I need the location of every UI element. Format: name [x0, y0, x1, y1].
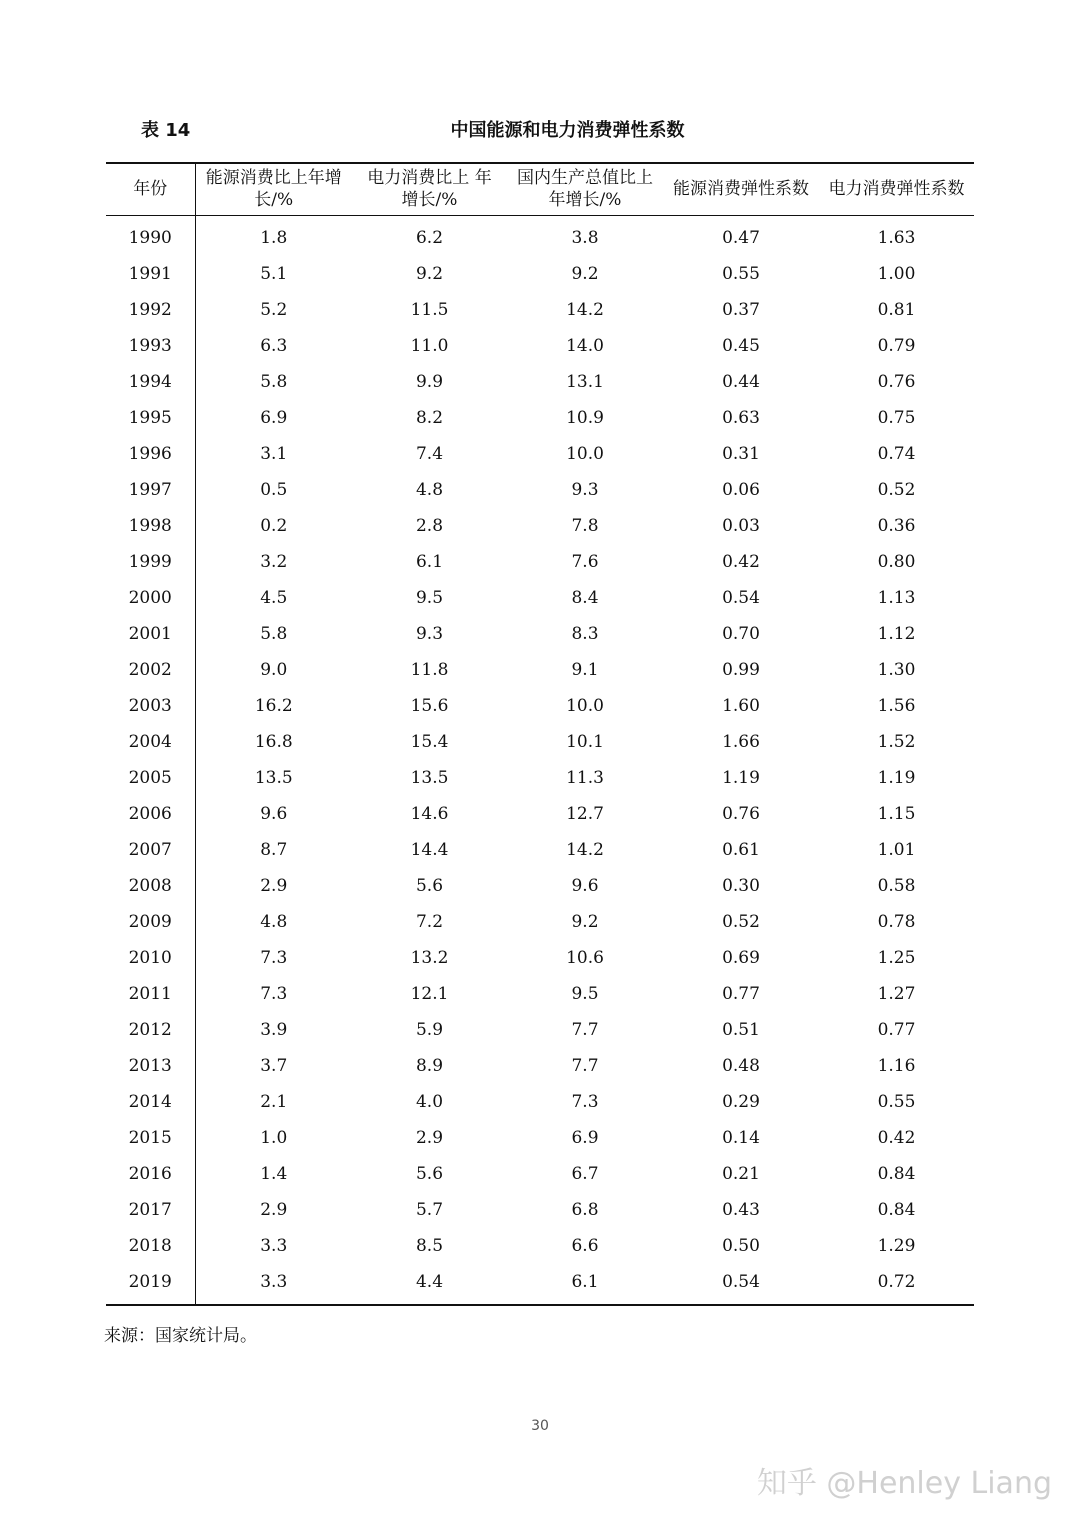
- table-cell: 1.01: [877, 839, 916, 860]
- table-row: [106, 328, 974, 364]
- table-cell: 0.61: [722, 839, 760, 860]
- table-cell: 9.3: [571, 479, 599, 500]
- table-cell: 7.3: [571, 1091, 599, 1112]
- table-cell: 13.5: [410, 767, 449, 788]
- year-cell: 2000: [106, 580, 195, 616]
- table-cell: 0.42: [722, 551, 760, 572]
- year-cell: 2006: [106, 796, 195, 832]
- table-cell: 3.1: [260, 443, 288, 464]
- table-cell: 0.54: [722, 1271, 760, 1292]
- table-cell: 1.66: [722, 731, 760, 752]
- table-row: [106, 868, 974, 904]
- table-cell: 4.8: [415, 479, 444, 500]
- table-row: [106, 1048, 974, 1084]
- table-cell: 0.79: [877, 335, 916, 356]
- table-cell: 14.2: [566, 299, 604, 320]
- table-cell: 0.37: [722, 299, 760, 320]
- table-cell: 0.51: [722, 1019, 760, 1040]
- year-cell: 2005: [106, 760, 195, 796]
- table-cell: 10.0: [566, 695, 604, 716]
- table-cell: 10.0: [566, 443, 604, 464]
- table-row: [106, 1120, 974, 1156]
- year-cell: 2008: [106, 868, 195, 904]
- table-cell: 1.63: [877, 227, 916, 248]
- table-cell: 6.9: [571, 1127, 599, 1148]
- table-row: [106, 544, 974, 580]
- table-cell: 0.52: [722, 911, 760, 932]
- data-table: [106, 162, 974, 1306]
- table-row: [106, 1156, 974, 1192]
- table-cell: 1.19: [877, 767, 916, 788]
- year-cell: 1992: [106, 292, 195, 328]
- table-row: [106, 940, 974, 976]
- table-cell: 8.2: [415, 407, 444, 428]
- table-row: [106, 796, 974, 832]
- table-cell: 0.48: [722, 1055, 760, 1076]
- table-row: [106, 292, 974, 328]
- year-cell: 2015: [106, 1120, 195, 1156]
- table-cell: 0.77: [877, 1019, 916, 1040]
- table-cell: 0.84: [877, 1163, 916, 1184]
- table-cell: 1.29: [877, 1235, 916, 1256]
- table-cell: 0.44: [722, 371, 760, 392]
- table-cell: 3.3: [260, 1235, 288, 1256]
- table-cell: 7.7: [571, 1019, 599, 1040]
- table-cell: 5.8: [260, 371, 288, 392]
- column-header: [106, 163, 195, 215]
- table-cell: 2.9: [260, 875, 288, 896]
- column-header-line: 国内生产总值比上: [517, 168, 653, 189]
- table-cell: 6.3: [260, 335, 288, 356]
- table-cell: 16.8: [254, 731, 293, 752]
- table-row: [106, 832, 974, 868]
- table-cell: 0.42: [877, 1127, 916, 1148]
- table-cell: 9.2: [571, 263, 599, 284]
- table-cell: 0.78: [877, 911, 916, 932]
- table-cell: 6.8: [571, 1199, 599, 1220]
- table-cell: 0.5: [260, 479, 288, 500]
- year-cell: 1996: [106, 436, 195, 472]
- page-number: 30: [531, 1418, 549, 1434]
- table-cell: 0.52: [877, 479, 916, 500]
- table-cell: 0.77: [722, 983, 760, 1004]
- table-row: [106, 215, 974, 256]
- table-cell: 0.06: [722, 479, 760, 500]
- table-cell: 1.4: [260, 1163, 288, 1184]
- table-cell: 1.13: [877, 587, 916, 608]
- table-cell: 3.9: [260, 1019, 288, 1040]
- table-cell: 9.1: [571, 659, 599, 680]
- table-cell: 0.14: [722, 1127, 760, 1148]
- table-cell: 8.5: [415, 1235, 444, 1256]
- column-header-line: 长/%: [254, 190, 294, 211]
- table-cell: 9.6: [260, 803, 288, 824]
- table-cell: 0.76: [722, 803, 760, 824]
- table-cell: 0.81: [877, 299, 916, 320]
- table-cell: 10.6: [566, 947, 604, 968]
- table-cell: 0.54: [722, 587, 760, 608]
- year-cell: 1994: [106, 364, 195, 400]
- table-row: [106, 724, 974, 760]
- column-header-line: 增长/%: [401, 190, 458, 211]
- table-cell: 0.36: [877, 515, 916, 536]
- table-cell: 7.4: [415, 443, 444, 464]
- table-cell: 2.9: [415, 1127, 444, 1148]
- table-cell: 1.27: [877, 983, 916, 1004]
- table-cell: 14.2: [566, 839, 604, 860]
- table-cell: 16.2: [254, 695, 293, 716]
- table-cell: 9.9: [415, 371, 444, 392]
- table-cell: 8.9: [415, 1055, 444, 1076]
- table-cell: 8.7: [260, 839, 288, 860]
- table-cell: 0.2: [260, 515, 288, 536]
- table-cell: 6.7: [571, 1163, 599, 1184]
- column-header: [195, 163, 352, 215]
- table-cell: 0.47: [722, 227, 760, 248]
- table-cell: 4.8: [260, 911, 288, 932]
- table-title: 中国能源和电力消费弹性系数: [450, 120, 685, 141]
- table-cell: 9.2: [415, 263, 444, 284]
- table-row: [106, 688, 974, 724]
- table-cell: 11.5: [410, 299, 449, 320]
- table-cell: 0.30: [722, 875, 760, 896]
- column-header-line: 电力消费比上 年: [367, 168, 492, 189]
- table-cell: 5.7: [415, 1199, 444, 1220]
- table-cell: 11.0: [410, 335, 449, 356]
- table-cell: 12.7: [566, 803, 604, 824]
- table-row: [106, 580, 974, 616]
- table-cell: 7.2: [415, 911, 444, 932]
- table-cell: 0.55: [877, 1091, 916, 1112]
- year-cell: 1991: [106, 256, 195, 292]
- table-cell: 3.8: [571, 227, 599, 248]
- table-cell: 0.80: [877, 551, 916, 572]
- table-row: [106, 364, 974, 400]
- watermark: 知乎 @Henley Liang: [756, 1466, 1052, 1501]
- table-cell: 14.0: [566, 335, 604, 356]
- year-cell: 2011: [106, 976, 195, 1012]
- table-row: [106, 472, 974, 508]
- table-cell: 3.2: [260, 551, 288, 572]
- table-header: [106, 163, 974, 215]
- column-header: [507, 163, 663, 215]
- table-cell: 1.30: [877, 659, 916, 680]
- column-header-line: 年份: [133, 179, 168, 200]
- table-row: [106, 1012, 974, 1048]
- table-cell: 0.29: [722, 1091, 760, 1112]
- column-header-line: 能源消费比上年增: [205, 168, 342, 189]
- table-label: 表 14: [141, 120, 191, 141]
- table-cell: 1.12: [877, 623, 916, 644]
- table-cell: 0.55: [722, 263, 760, 284]
- table-row: [106, 256, 974, 292]
- table-cell: 0.63: [722, 407, 760, 428]
- year-cell: 2010: [106, 940, 195, 976]
- table-cell: 0.50: [722, 1235, 760, 1256]
- year-cell: 2018: [106, 1228, 195, 1264]
- table-cell: 8.3: [571, 623, 599, 644]
- table-cell: 13.5: [254, 767, 293, 788]
- table-cell: 14.4: [410, 839, 449, 860]
- column-header-line: 电力消费弹性系数: [828, 179, 965, 200]
- table-cell: 15.4: [410, 731, 449, 752]
- table-cell: 7.7: [571, 1055, 599, 1076]
- table-cell: 6.1: [571, 1271, 599, 1292]
- table-body: [106, 215, 974, 1305]
- table-cell: 2.1: [260, 1091, 288, 1112]
- table-cell: 5.9: [415, 1019, 444, 1040]
- table-cell: 8.4: [571, 587, 599, 608]
- table-cell: 0.74: [877, 443, 916, 464]
- table-cell: 6.6: [571, 1235, 599, 1256]
- table-cell: 0.70: [722, 623, 760, 644]
- table-cell: 1.60: [722, 695, 760, 716]
- year-cell: 2016: [106, 1156, 195, 1192]
- table-cell: 9.2: [571, 911, 599, 932]
- table-cell: 10.9: [566, 407, 604, 428]
- year-cell: 2012: [106, 1012, 195, 1048]
- table-cell: 0.76: [877, 371, 916, 392]
- source-note: 来源：国家统计局。: [104, 1326, 257, 1346]
- year-cell: 2001: [106, 616, 195, 652]
- table-row: [106, 760, 974, 796]
- table-row: [106, 1228, 974, 1264]
- year-cell: 1990: [106, 215, 195, 256]
- table-cell: 9.5: [415, 587, 444, 608]
- year-cell: 2013: [106, 1048, 195, 1084]
- table-cell: 1.0: [260, 1127, 288, 1148]
- table-cell: 9.3: [415, 623, 444, 644]
- table-cell: 14.6: [410, 803, 449, 824]
- table-cell: 9.0: [260, 659, 288, 680]
- table-cell: 13.1: [566, 371, 604, 392]
- table-row: [106, 976, 974, 1012]
- year-cell: 2019: [106, 1264, 195, 1305]
- year-cell: 1999: [106, 544, 195, 580]
- table-cell: 4.0: [415, 1091, 444, 1112]
- table-cell: 5.1: [260, 263, 288, 284]
- year-cell: 2009: [106, 904, 195, 940]
- table-cell: 10.1: [566, 731, 604, 752]
- table-cell: 0.75: [877, 407, 916, 428]
- table-cell: 0.99: [722, 659, 760, 680]
- table-cell: 0.58: [877, 875, 916, 896]
- table-cell: 6.1: [415, 551, 444, 572]
- table-row: [106, 508, 974, 544]
- table-cell: 7.3: [260, 983, 288, 1004]
- table-cell: 0.72: [877, 1271, 916, 1292]
- table-row: [106, 904, 974, 940]
- table-cell: 7.6: [571, 551, 599, 572]
- table-cell: 5.2: [260, 299, 288, 320]
- year-cell: 1995: [106, 400, 195, 436]
- table-cell: 4.4: [415, 1271, 444, 1292]
- table-cell: 3.7: [260, 1055, 288, 1076]
- table-cell: 2.8: [415, 515, 444, 536]
- column-header: [352, 163, 507, 215]
- year-cell: 2003: [106, 688, 195, 724]
- year-cell: 1998: [106, 508, 195, 544]
- year-cell: 2017: [106, 1192, 195, 1228]
- table-cell: 7.3: [260, 947, 288, 968]
- table-cell: 1.52: [877, 731, 916, 752]
- table-cell: 5.8: [260, 623, 288, 644]
- table-cell: 0.69: [722, 947, 760, 968]
- table-cell: 0.43: [722, 1199, 760, 1220]
- table-cell: 1.56: [877, 695, 916, 716]
- table-cell: 1.19: [722, 767, 760, 788]
- table-cell: 6.2: [415, 227, 444, 248]
- column-header: [663, 163, 819, 215]
- table-cell: 9.6: [571, 875, 599, 896]
- table-row: [106, 400, 974, 436]
- year-cell: 2007: [106, 832, 195, 868]
- table-cell: 0.45: [722, 335, 760, 356]
- column-header: [819, 163, 974, 215]
- table-cell: 5.6: [415, 875, 444, 896]
- table-row: [106, 616, 974, 652]
- table-cell: 9.5: [571, 983, 599, 1004]
- table-cell: 0.03: [722, 515, 760, 536]
- table-cell: 15.6: [410, 695, 449, 716]
- table-cell: 1.00: [877, 263, 916, 284]
- table-cell: 7.8: [571, 515, 599, 536]
- column-header-line: 能源消费弹性系数: [673, 179, 809, 200]
- year-cell: 2014: [106, 1084, 195, 1120]
- table-cell: 13.2: [410, 947, 449, 968]
- table-cell: 0.31: [722, 443, 760, 464]
- table-cell: 1.16: [877, 1055, 916, 1076]
- year-cell: 1993: [106, 328, 195, 364]
- table-cell: 1.25: [877, 947, 916, 968]
- table-row: [106, 436, 974, 472]
- year-cell: 1997: [106, 472, 195, 508]
- table-cell: 4.5: [260, 587, 288, 608]
- column-header-line: 年增长/%: [548, 190, 622, 211]
- table-cell: 11.3: [566, 767, 604, 788]
- table-cell: 1.15: [877, 803, 916, 824]
- table-row: [106, 1264, 974, 1305]
- data-table-wrapper: [106, 162, 974, 1306]
- table-cell: 5.6: [415, 1163, 444, 1184]
- table-cell: 0.84: [877, 1199, 916, 1220]
- table-row: [106, 1084, 974, 1120]
- header-row: [106, 163, 974, 215]
- year-cell: 2004: [106, 724, 195, 760]
- table-cell: 0.21: [722, 1163, 760, 1184]
- table-row: [106, 652, 974, 688]
- table-cell: 12.1: [410, 983, 449, 1004]
- table-cell: 1.8: [260, 227, 288, 248]
- table-cell: 11.8: [410, 659, 449, 680]
- table-cell: 2.9: [260, 1199, 288, 1220]
- table-cell: 3.3: [260, 1271, 288, 1292]
- year-cell: 2002: [106, 652, 195, 688]
- table-row: [106, 1192, 974, 1228]
- table-cell: 6.9: [260, 407, 288, 428]
